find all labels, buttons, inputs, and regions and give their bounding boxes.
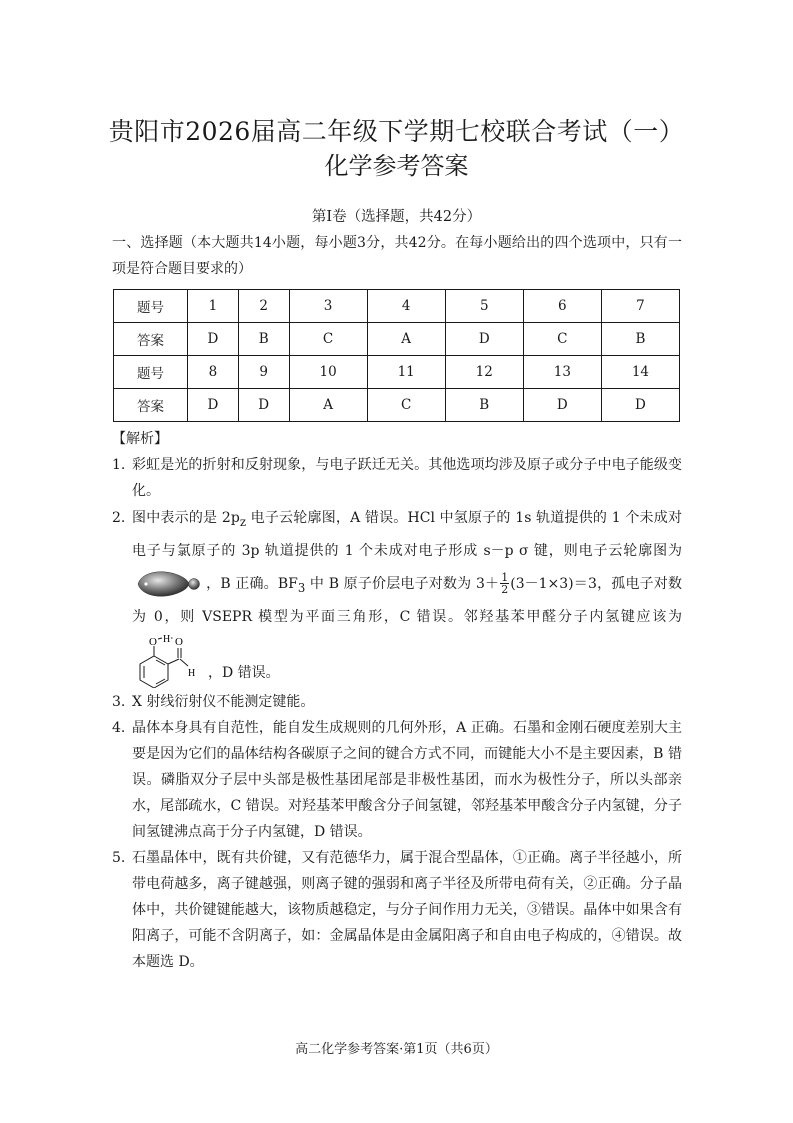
table-cell: 答案 [114, 323, 188, 356]
table-cell: D [445, 323, 523, 356]
item-number: 2. [112, 510, 126, 526]
item-text: 晶体本身具有自范性，能自发生成规则的几何外形，A 正确。石墨和金刚石硬度差别大主要是因为它们的晶体结构各碳原子之间的键合方式不同，而键能大小不是主要因素，B 错误。磷脂双分子层中头部是极性基团尾部是非极性基团，而水为极性分子，所以头部亲水，尾部疏水，C 错误。对羟基苯甲酸含分子间氢键，邻羟基苯甲酸含分子内氢键，分子间氢键沸点高于分子内氢键，D 错误。 [132, 720, 682, 840]
subscript: 3 [297, 580, 306, 595]
item-number: 1. [112, 457, 126, 473]
analysis-item-2 [112, 504, 682, 688]
table-cell: 11 [367, 356, 445, 389]
item-text [132, 504, 682, 688]
table-cell: 3 [289, 290, 367, 323]
table-cell: 8 [188, 356, 239, 389]
table-cell: D [601, 389, 679, 422]
table-row [114, 389, 680, 422]
intramolecular-hydrogen-bond-structure [134, 632, 206, 688]
mol-h2-label: H [188, 667, 196, 679]
fraction [500, 572, 509, 595]
table-cell: 4 [367, 290, 445, 323]
subscript: z [239, 514, 246, 529]
table-cell: D [188, 323, 239, 356]
text-span: 中 B 原子价层电子对数为 3＋ [305, 575, 500, 592]
analysis-item-1 [112, 452, 682, 504]
text-span: ，B 正确。BF [206, 575, 298, 592]
table-cell: 2 [238, 290, 289, 323]
page-footer: 高二化学参考答案·第1页（共6页） [295, 1042, 498, 1057]
table-cell: C [523, 323, 601, 356]
table-cell: B [238, 323, 289, 356]
answer-table [113, 289, 680, 422]
analysis-item-3 [112, 689, 682, 715]
mol-o1-label: O [149, 635, 157, 648]
page-title: 贵阳市2026届高二年级下学期七校联合考试（一） [108, 117, 685, 146]
analysis-item-4 [112, 715, 682, 845]
table-row [114, 356, 680, 389]
mol-o2-label: O [175, 635, 183, 648]
table-cell: 题号 [114, 290, 188, 323]
text-span: (3－1×3)＝3，孤电子对数为 0，则 VSEPR 模型为平面三角形，C 错误。邻羟基苯甲醛分子内氢键应该为 [132, 575, 682, 625]
item-number: 5. [112, 850, 126, 866]
table-cell: 9 [238, 356, 289, 389]
table-cell: A [289, 389, 367, 422]
table-cell: 题号 [114, 356, 188, 389]
table-cell: 1 [188, 290, 239, 323]
instructions: 一、选择题（本大题共14小题，每小题3分，共42分。在每小题给出的四个选项中，只有一项是符合题目要求的） [112, 235, 682, 277]
table-cell: 14 [601, 356, 679, 389]
analysis-header: 【解析】 [112, 431, 168, 447]
table-cell: D [523, 389, 601, 422]
table-cell: B [445, 389, 523, 422]
fraction-denominator: 2 [501, 583, 509, 597]
item-number: 3. [112, 694, 126, 710]
table-cell: 5 [445, 290, 523, 323]
table-cell: 答案 [114, 389, 188, 422]
table-cell: A [367, 323, 445, 356]
analysis-item-5 [112, 845, 682, 975]
item-text: 彩虹是光的折射和反射现象，与电子跃迁无关。其他选项均涉及原子或分子中电子能级变化。 [132, 457, 682, 499]
table-cell: C [367, 389, 445, 422]
text-span: ，D 错误。 [208, 664, 280, 681]
table-row [114, 290, 680, 323]
item-text: 石墨晶体中，既有共价键，又有范德华力，属于混合型晶体，①正确。离子半径越小，所带电荷越多，离子键越强，则离子键的强弱和离子半径及所带电荷有关，②正确。分子晶体中，共价键键能越大，该物质越稳定，与分子间作用力无关，③错误。晶体中如果含有阳离子，可能不含阴离子，如：金属晶体是由金属阳离子和自由电子构成的，④错误。故本题选 D。 [132, 850, 682, 970]
table-cell: 13 [523, 356, 601, 389]
fraction-numerator: 1 [501, 571, 509, 585]
text-span: 电子云轮廓图，A 错误。HCl 中氢原子的 1s 轨道提供的 1 个未成对电子与氯原子的 3p 轨道提供的 1 个未成对电子形成 s－p σ 键，则电子云轮廓图为 [132, 510, 682, 559]
section-title: 第Ⅰ卷（选择题，共42分） [311, 209, 482, 225]
item-number: 4. [112, 720, 126, 736]
table-cell: 6 [523, 290, 601, 323]
table-cell: D [188, 389, 239, 422]
item-text: X 射线衍射仪不能测定键能。 [132, 694, 315, 710]
mol-h1-label: H [163, 633, 171, 645]
table-cell: 10 [289, 356, 367, 389]
sp-sigma-orbital-icon [134, 566, 204, 602]
table-cell: C [289, 323, 367, 356]
table-row [114, 323, 680, 356]
text-span: 图中表示的是 2p [132, 510, 240, 526]
table-cell: 12 [445, 356, 523, 389]
table-cell: 7 [601, 290, 679, 323]
page-subtitle: 化学参考答案 [324, 152, 469, 180]
table-cell: D [238, 389, 289, 422]
table-cell: B [601, 323, 679, 356]
